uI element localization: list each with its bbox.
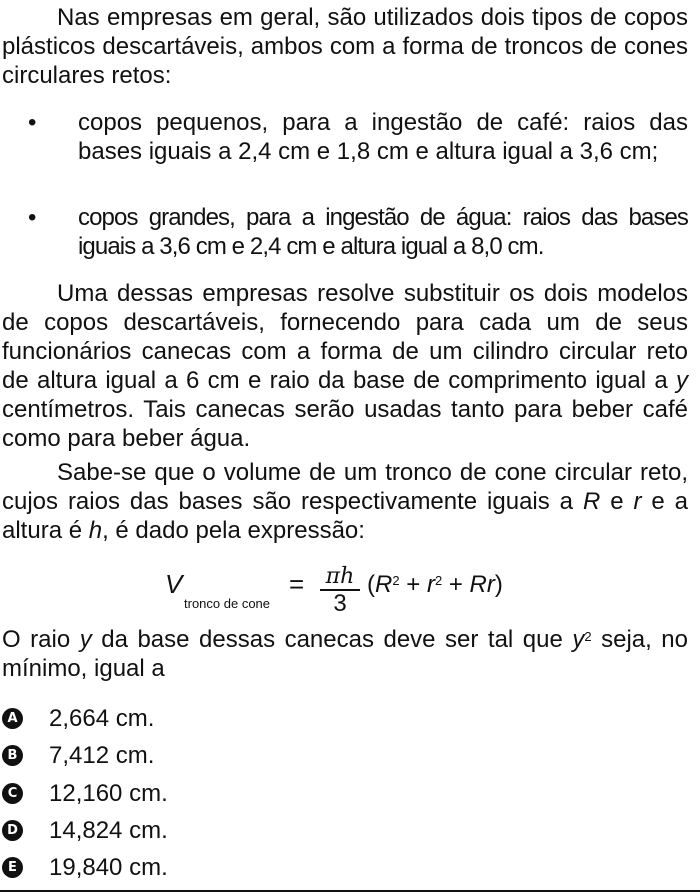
- option-letter-e-icon: E: [2, 857, 23, 878]
- bullet-dot: •: [28, 204, 37, 231]
- option-d[interactable]: [0, 816, 300, 846]
- volume-text-and: e: [600, 488, 634, 515]
- formula-r: r: [426, 571, 435, 598]
- plus-sign: +: [442, 571, 470, 598]
- formula-Rr: Rr: [469, 571, 495, 598]
- option-e[interactable]: [0, 853, 300, 883]
- question-stem: [2, 625, 688, 683]
- formula-subscript: tronco de cone: [184, 596, 271, 611]
- variable-y: y: [79, 626, 92, 653]
- option-text: 12,160 cm.: [49, 780, 168, 807]
- variable-r: r: [633, 488, 642, 515]
- plus-sign: +: [399, 571, 427, 598]
- volume-paragraph: [2, 458, 688, 545]
- formula-denominator: 3: [333, 590, 347, 617]
- variable-y-squared: y: [572, 626, 585, 653]
- mug-text-after: centímetros. Tais canecas serão usadas tanto para beber café como para beber água.: [2, 396, 688, 452]
- open-paren: (: [367, 571, 375, 598]
- mug-paragraph: [2, 279, 688, 453]
- formula-equals: =: [289, 569, 305, 599]
- variable-y: y: [676, 367, 688, 394]
- formula-numerator: πh: [325, 564, 355, 589]
- formula-R: R: [375, 571, 393, 598]
- formula-v: V: [165, 569, 183, 599]
- option-b[interactable]: [0, 741, 300, 771]
- option-letter-a-icon: A: [2, 708, 23, 729]
- question-text-2: da base dessas canecas deve ser tal que: [91, 626, 573, 653]
- option-text: 7,412 cm.: [49, 742, 155, 769]
- option-a[interactable]: [0, 704, 300, 734]
- question-text-3: seja, no mínimo, igual a: [2, 626, 689, 682]
- volume-text-2: e a altura é: [2, 488, 689, 544]
- exponent: 2: [392, 573, 400, 588]
- mug-text-before: Uma dessas empresas resolve substituir os dois modelos de copos descartáveis, fornecendo para cada um de seus funcionários canecas com a forma de um cilindro circular reto de altura igual a 6 cm e raio da base de comprimento igual a: [2, 280, 688, 394]
- bullet-dot: •: [28, 109, 37, 136]
- intro-paragraph: Nas empresas em geral, são utilizados dois tipos de copos plásticos descartáveis, ambos com a forma de troncos de cones circulares retos:: [2, 4, 688, 89]
- option-c[interactable]: [0, 779, 300, 809]
- bottom-divider: [0, 890, 700, 892]
- volume-text-1: Sabe-se que o volume de um tronco de cone circular reto, cujos raios das bases são respectivamente iguais a: [2, 459, 688, 515]
- option-text: 2,664 cm.: [49, 705, 155, 732]
- volume-text-3: , é dado pela expressão:: [102, 517, 365, 544]
- exponent: 2: [434, 573, 443, 588]
- volume-formula: [165, 564, 585, 617]
- option-letter-c-icon: C: [2, 783, 23, 804]
- option-letter-d-icon: D: [2, 820, 23, 841]
- close-paren: ): [494, 571, 503, 598]
- bullet-text: copos grandes, para a ingestão de água: raios das bases iguais a 3,6 cm e 2,4 cm e altura igual a 8,0 cm.: [78, 204, 688, 260]
- formula-parenthesis: [367, 570, 503, 599]
- bullet-text: copos pequenos, para a ingestão de café: raios das bases iguais a 2,4 cm e 1,8 cm e altura igual a 3,6 cm;: [78, 109, 688, 165]
- option-letter-b-icon: B: [2, 745, 23, 766]
- exponent: 2: [584, 629, 592, 644]
- option-text: 19,840 cm.: [49, 854, 168, 881]
- variable-h: h: [88, 517, 103, 544]
- variable-R: R: [582, 488, 601, 515]
- option-text: 14,824 cm.: [49, 817, 168, 844]
- question-text-1: O raio: [2, 626, 80, 653]
